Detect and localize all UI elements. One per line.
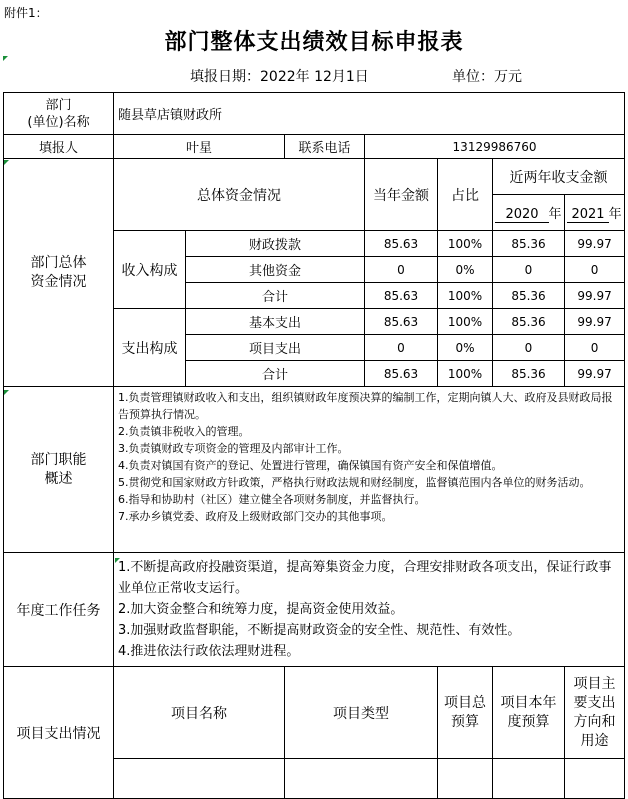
row-2021: 99.97 <box>565 361 625 387</box>
row-amount: 85.63 <box>365 361 438 387</box>
row-amount: 85.63 <box>365 309 438 335</box>
year-2021-header <box>565 195 625 231</box>
project-type-header: 项目类型 <box>285 667 438 759</box>
row-2020: 85.36 <box>493 309 565 335</box>
responsibilities-content <box>114 387 625 553</box>
reporter-label: 填报人 <box>4 135 114 159</box>
phone-value: 13129986760 <box>365 135 625 159</box>
income-label: 收入构成 <box>114 231 186 309</box>
row-name: 财政拨款 <box>186 231 365 257</box>
row-name: 其他资金 <box>186 257 365 283</box>
row-amount: 0 <box>365 257 438 283</box>
annex-label: 附件1： <box>4 6 48 20</box>
row-amount: 85.63 <box>365 283 438 309</box>
year-suffix: 年 <box>548 206 562 222</box>
row-2021: 0 <box>565 335 625 361</box>
row-2020: 0 <box>493 335 565 361</box>
expense-label: 支出构成 <box>114 309 186 387</box>
row-ratio: 100% <box>438 361 493 387</box>
row-ratio: 0% <box>438 335 493 361</box>
page-title: 部门整体支出绩效目标申报表 <box>164 30 464 55</box>
unit-label: 单位：万元 <box>452 69 522 85</box>
empty-cell <box>285 759 438 799</box>
funds-section-label: 部门总体 资金情况 <box>4 159 114 387</box>
cell-marker-icon <box>4 160 9 165</box>
row-ratio: 0% <box>438 257 493 283</box>
empty-cell <box>114 759 285 799</box>
row-2021: 99.97 <box>565 283 625 309</box>
row-amount: 85.63 <box>365 231 438 257</box>
ratio-header: 占比 <box>438 159 493 231</box>
row-name: 项目支出 <box>186 335 365 361</box>
row-name: 基本支出 <box>186 309 365 335</box>
year-2020: 2020 <box>495 207 548 223</box>
projects-header-row <box>4 667 625 759</box>
task-item: 1.不断提高政府投融资渠道，提高筹集资金力度，合理安排财政各项支出，保证行政事业单位正常收支运行。 <box>118 560 612 596</box>
row-ratio: 100% <box>438 309 493 335</box>
project-total-header: 项目总 预算 <box>438 667 493 759</box>
row-amount: 0 <box>365 335 438 361</box>
responsibilities-label: 部门职能 概述 <box>4 387 114 553</box>
responsibility-item: 4.负责对镇国有资产的登记、处置进行管理，确保镇国有资产安全和保值增值。 <box>118 459 503 472</box>
row-2021: 99.97 <box>565 231 625 257</box>
row-2021: 0 <box>565 257 625 283</box>
empty-cell <box>438 759 493 799</box>
year-2020-header <box>493 195 565 231</box>
recent-years-header: 近两年收支金额 <box>493 159 625 195</box>
responsibility-item: 3.负责镇财政专项资金的管理及内部审计工作。 <box>118 442 349 455</box>
funds-header-row <box>4 159 625 195</box>
row-name: 合计 <box>186 283 365 309</box>
phone-label: 联系电话 <box>285 135 365 159</box>
row-2020: 85.36 <box>493 361 565 387</box>
fill-date: 填报日期：2022年 12月1日 <box>190 69 369 85</box>
responsibility-item: 2.负责镇非税收入的管理。 <box>118 425 250 438</box>
reporter-row <box>4 135 625 159</box>
year-suffix: 年 <box>608 206 622 222</box>
project-year-header: 项目本年 度预算 <box>493 667 565 759</box>
budget-table <box>3 92 625 799</box>
row-2020: 85.36 <box>493 231 565 257</box>
responsibility-item: 5.贯彻党和国家财政方针政策，严格执行财政法规和财经制度，监督镇范围内各单位的财务活动。 <box>118 476 591 489</box>
row-2020: 0 <box>493 257 565 283</box>
current-amount-header: 当年金额 <box>365 159 438 231</box>
year-2021: 2021 <box>567 207 608 223</box>
cell-marker-icon <box>4 390 9 395</box>
task-item: 2.加大资金整合和统筹力度，提高资金使用效益。 <box>118 602 404 617</box>
row-2020: 85.36 <box>493 283 565 309</box>
tasks-row <box>4 553 625 667</box>
row-name: 合计 <box>186 361 365 387</box>
responsibility-item: 6.指导和协助村（社区）建立健全各项财务制度，并监督执行。 <box>118 493 426 506</box>
project-use-header: 项目主 要支出 方向和 用途 <box>565 667 625 759</box>
responsibilities-row <box>4 387 625 553</box>
empty-cell <box>565 759 625 799</box>
empty-cell <box>493 759 565 799</box>
dept-name: 随县草店镇财政所 <box>114 93 625 135</box>
projects-label: 项目支出情况 <box>4 667 114 799</box>
row-ratio: 100% <box>438 283 493 309</box>
row-ratio: 100% <box>438 231 493 257</box>
responsibility-item: 7.承办乡镇党委、政府及上级财政部门交办的其他事项。 <box>118 510 393 523</box>
cell-marker-icon <box>115 558 120 563</box>
reporter-name: 叶星 <box>114 135 285 159</box>
dept-row <box>4 93 625 135</box>
dept-label: 部门 (单位)名称 <box>4 93 114 135</box>
task-item: 4.推进依法行政依法理财进程。 <box>118 644 300 659</box>
tasks-content <box>114 553 625 667</box>
overall-funds-label: 总体资金情况 <box>114 159 365 231</box>
responsibility-item: 1.负责管理镇财政收入和支出，组织镇财政年度预决算的编制工作，定期向镇人大、政府及县财政局报告预算执行情况。 <box>118 391 613 421</box>
project-name-header: 项目名称 <box>114 667 285 759</box>
row-2021: 99.97 <box>565 309 625 335</box>
tasks-label: 年度工作任务 <box>4 553 114 667</box>
task-item: 3.加强财政监督职能，不断提高财政资金的安全性、规范性、有效性。 <box>118 623 521 638</box>
cell-marker-icon <box>3 56 8 61</box>
